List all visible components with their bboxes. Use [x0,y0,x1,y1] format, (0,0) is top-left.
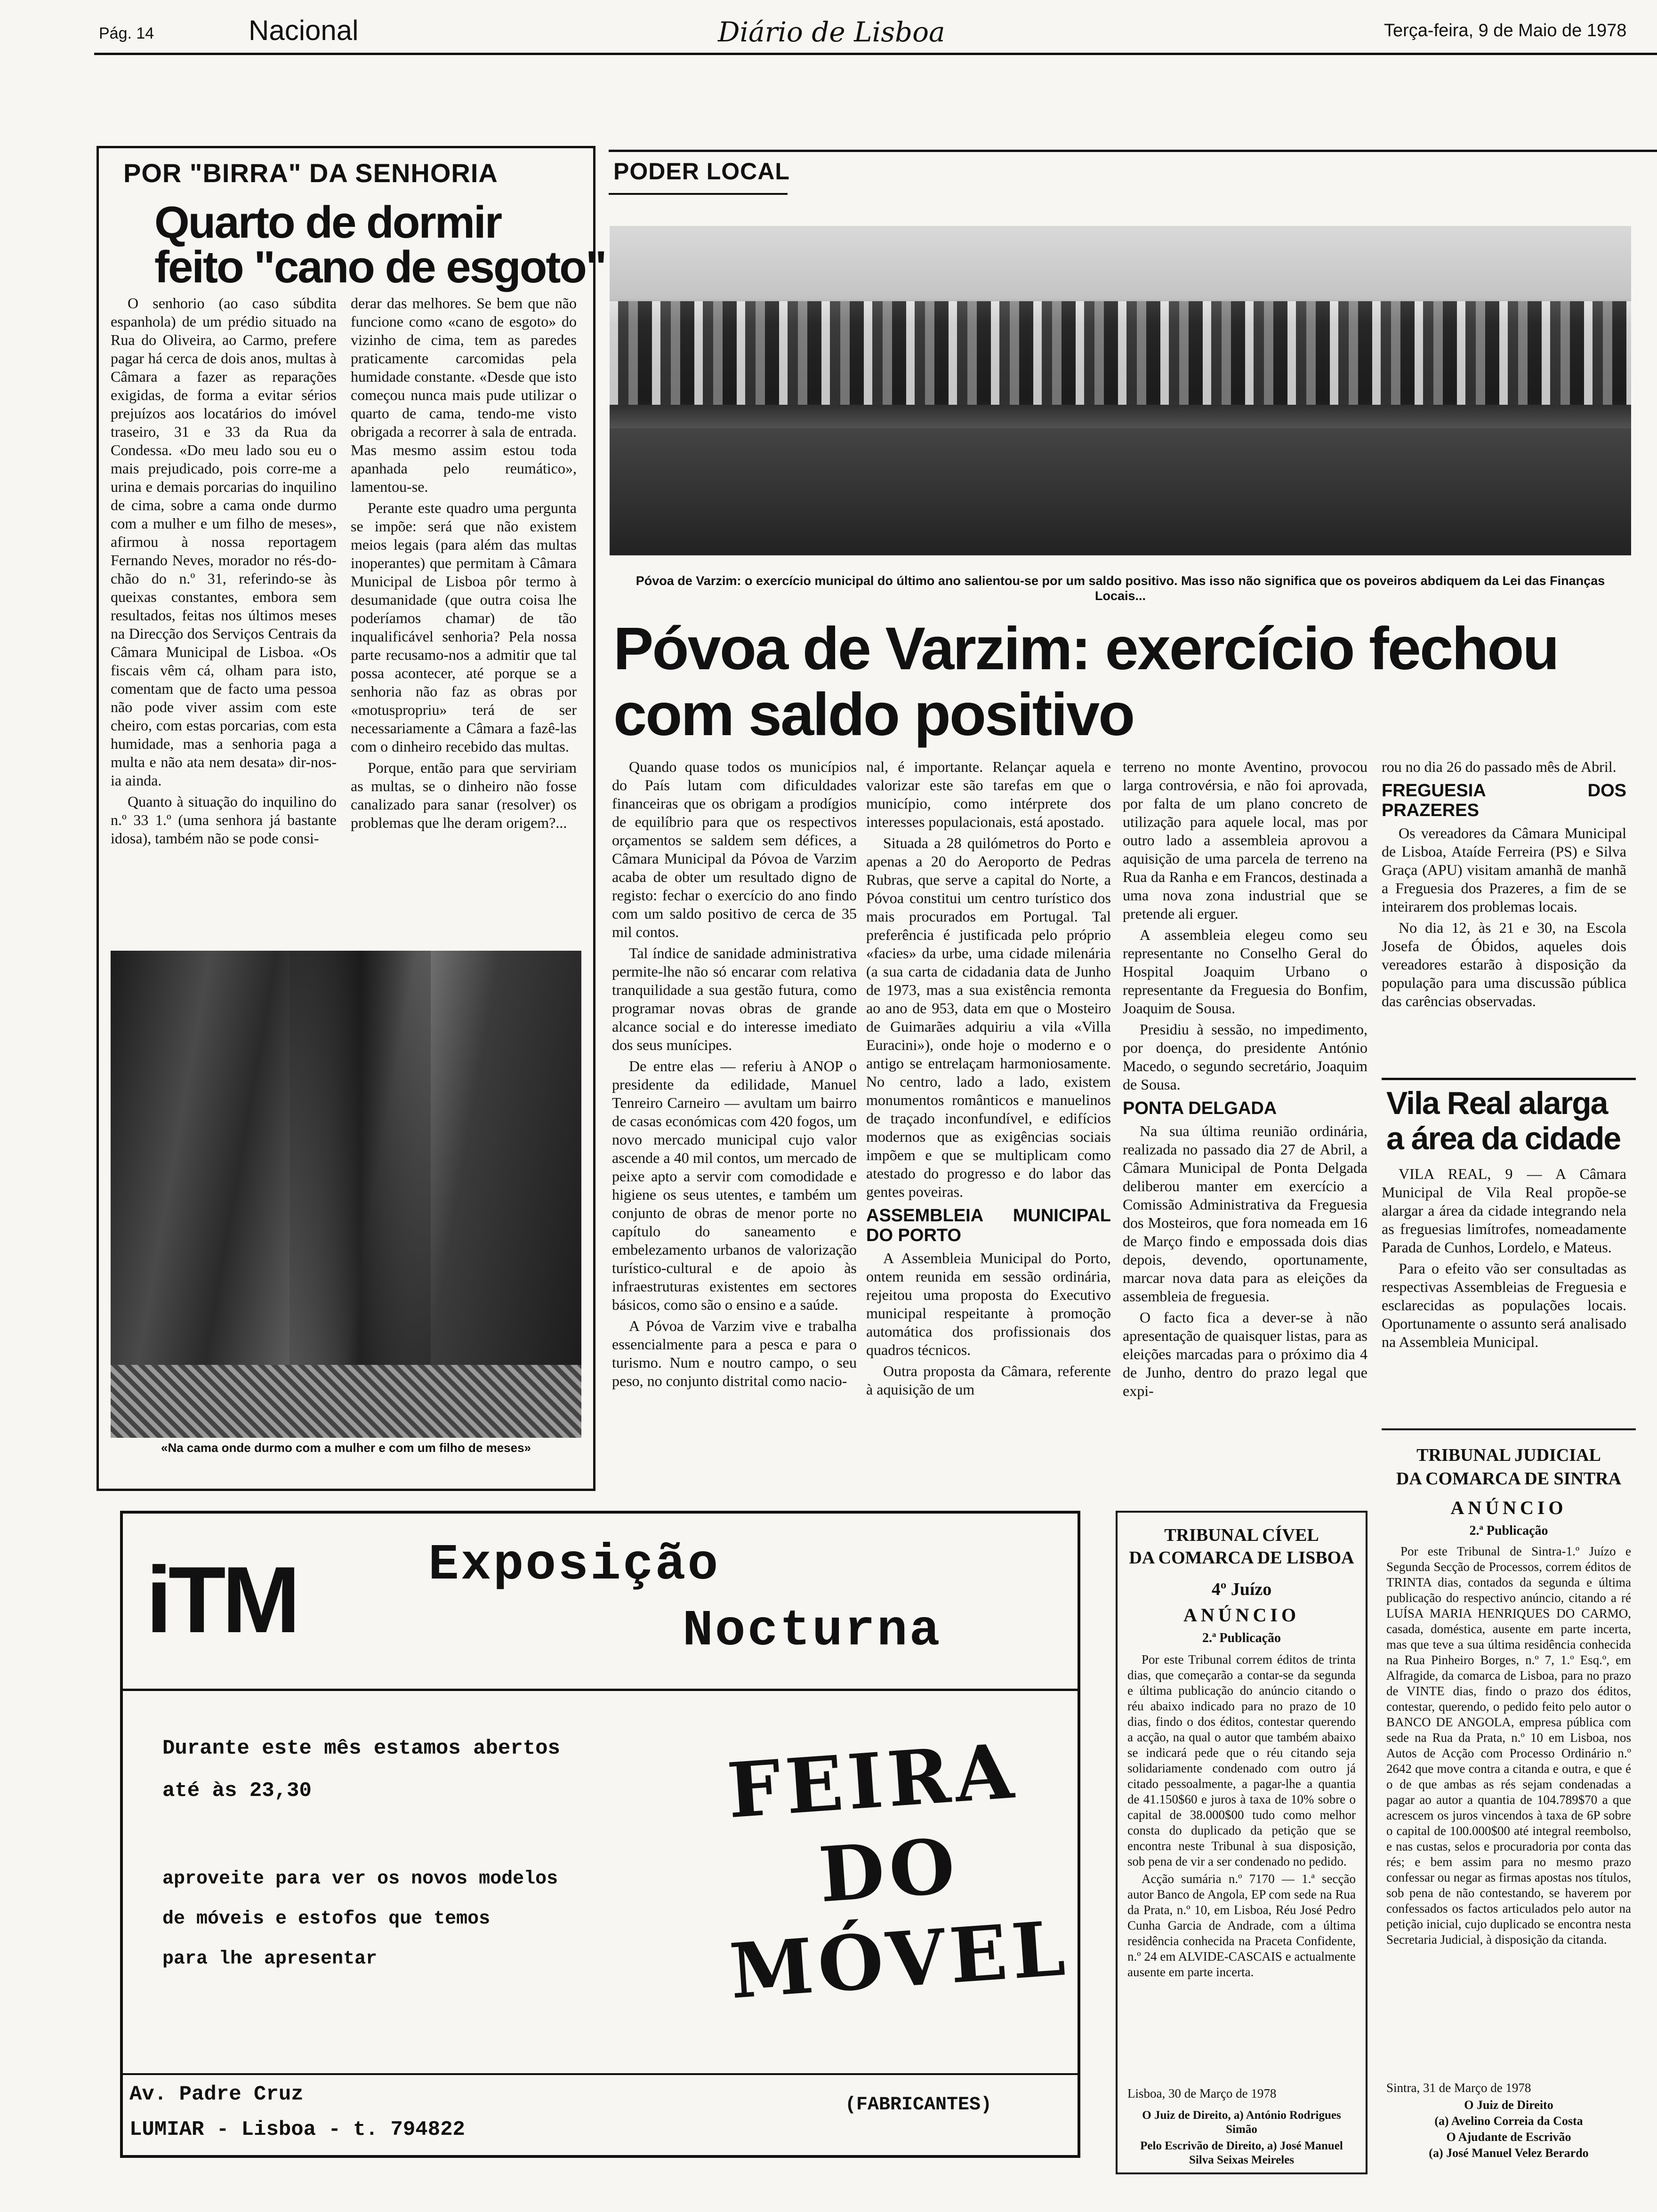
article-birra-column-2 [351,294,577,948]
feira-line-1: FEIRA [724,1726,1021,1835]
photo-bedspread [111,1365,581,1438]
photo-sand [610,428,1631,555]
feira-line-2: DO [816,1821,963,1920]
paragraph: A Póvoa de Varzim vive e trabalha essencialmente para a pesca e para o turismo. Num e noutro campo, o seu peso, no conjunto distrital como nacio- [612,1317,857,1389]
poder-local-kicker-rule [609,193,788,195]
notice-sintra-title-1: TRIBUNAL JUDICIAL [1416,1445,1601,1465]
paragraph: Para o efeito vão ser consultadas as respectivas Assembleias de Freguesia e esclarecidas as populações locais. Oportunamente o assunto será analisado na Assembleia Municipal. [1382,1260,1626,1350]
povoa-column-3 [1123,758,1367,1497]
photo-buildings [610,301,1631,405]
vila-real-top-rule [1382,1078,1636,1080]
paragraph: Outra proposta da Câmara, referente à aquisição de um [866,1362,1111,1398]
page-number: Pág. 14 [99,24,154,42]
notice-sintra-signature-4: (a) José Manuel Velez Berardo [1429,2146,1589,2160]
notice-lisboa-body [1127,1652,1356,2073]
bed-photo [111,951,581,1438]
notice-sintra-signature-3: O Ajudante de Escrivão [1446,2130,1571,2144]
povoa-column-4 [1382,758,1626,1068]
subhead-ponta-delgada: PONTA DELGADA [1123,1098,1277,1118]
notice-sintra-signature-2: (a) Avelino Correia da Costa [1434,2114,1583,2128]
notice-lisboa-date: Lisboa, 30 de Março de 1978 [1127,2086,1277,2100]
paragraph: O facto fica a dever-se à não apresentação de quaisquer listas, para as eleições marcadas para o próximo dia 4 de Junho, dentro do prazo legal que expi- [1123,1309,1367,1399]
notice-lisboa-title-4: ANÚNCIO [1183,1604,1300,1626]
poder-local-top-rule [609,150,1657,152]
itm-title-2: Nocturna [683,1603,942,1660]
paragraph: terreno no monte Aventino, provocou larga controvérsia, e não foi aprovada, por falta de um plano concreto de utilização para aquele local, mas por outro lado a assembleia aprovou a aquisição de uma parcela de terreno na Rua da Ranha e em Francos, destinada a uma nova zona industrial que se pretende ali erguer. [1123,758,1367,922]
article-birra-kicker: POR "BIRRA" DA SENHORIA [123,158,498,188]
feira-line-3: MÓVEL [727,1904,1072,2016]
paragraph: Por este Tribunal de Sintra-1.º Juízo e Segunda Secção de Processos, correm éditos de TRINTA dias, contados da segunda e última publicação do respectivo anúncio, citando a ré LUÍSA MARIA HENRIQUES DO CARMO, casada, doméstica, ausente em parte incerta, mas que teve a sua última residência conhecida na Rua Pinheiro Borges, n.º 7, 1.º Esq.º, em Alfragide, da comarca de Lisboa, para no prazo de VINTE dias, findo o prazo dos éditos, contestar, querendo, o pedido feito pelo autor o BANCO DE ANGOLA, empresa pública com sede na Rua da Prata, n.º 10 em Lisboa, nos Autos de Acção com Processo Ordinário n.º 2642 que move contra a citanda e outra, e que é o de que ambas as rés sejam condenadas a pagar ao autor a quantia de 104.789$70 a que acrescem os juros vincendos à taxa de 6P sobre o capital de 100.000$00 até integral reembolso, e nas custas, selos e procuradoria por conta das rés; e bem assim para no mesmo prazo confessar ou negar as firmas apostas nos títulos, sob pena de não contestando, se haverem por confessados os factos articulados pelo autor na petição inicial, cujo duplicado se encontra nesta Secretaria Judicial, à disposição da citanda. [1386,1544,1631,1947]
povoa-headline-2: com saldo positivo [613,681,1134,748]
itm-address-1: Av. Padre Cruz [129,2083,304,2106]
paragraph: Os vereadores da Câmara Municipal de Lisboa, Ataíde Ferreira (PS) e Silva Graça (APU) visitam amanhã de manhã a Freguesia dos Prazeres, a fim de se inteirarem dos problemas locais. [1382,825,1626,915]
povoa-headline-1: Póvoa de Varzim: exercício fechou [613,615,1558,682]
paragraph: Quando quase todos os municípios do País lutam com dificuldades financeiras que os obrigam a prodígios de equilíbrio para que os respectivos orçamentos se saldem sem défices, a Câmara Municipal da Póvoa de Varzim acaba de obter um resultado digno de registo: fechar o exercício do ano findo com um saldo positivo de cerca de 35 mil contos. [612,758,857,940]
itm-divider [123,1689,1078,1691]
paragraph: Quanto à situação do inquilino do n.º 33 1.º (uma senhora já bastante idosa), também não se pode consi- [111,793,337,847]
notice-sintra-top-rule [1382,1428,1636,1430]
paragraph: A assembleia elegeu como seu representante no Conselho Geral do Hospital Joaquim Urbano o representante da Freguesia do Bonfim, Joaquim de Sousa. [1123,926,1367,1017]
itm-address-2: LUMIAR - Lisboa - t. 794822 [129,2118,465,2141]
povoa-column-2 [866,758,1111,1497]
notice-sintra-title-3: ANÚNCIO [1450,1497,1567,1518]
vila-real-headline-1: Vila Real alarga [1386,1085,1608,1121]
paragraph: Por este Tribunal correm éditos de trinta dias, que começarão a contar-se da segunda e última publicação do anúncio citando o réu abaixo indicado para no prazo de 10 dias, findo o dos éditos, contestar querendo a acção, na qual o autor que também abaixo se indicará pede que o réu citando seja solidariamente condenado com outro já citado pessoalmente, a pagar-lhe a quantia de 41.150$60 e juros à taxa de 10% sobre o capital de 38.000$00 tudo como melhor consta do duplicado da petição que se encontra neste Tribunal à sua disposição, sob pena de vir a ser condenado no pedido. [1127,1652,1356,1868]
section-name: Nacional [249,15,359,46]
itm-title-1: Exposição [428,1537,720,1594]
notice-sintra-signature-1: O Juiz de Direito [1464,2098,1553,2112]
notice-sintra-date: Sintra, 31 de Março de 1978 [1386,2081,1531,2095]
article-birra-headline-1: Quarto de dormir [154,197,501,248]
paragraph: De entre elas — referiu à ANOP o presidente da edilidade, Manuel Tenreiro Carneiro — avultam um bairro de casas económicas com 420 fogos, um novo mercado municipal cujo valor ascende a 40 mil contos, um mercado de peixe apto a servir com comodidade e higiene os seus utentes, e também um conjunto de obras de menor porte no capítulo do saneamento e embelezamento urbanos de valorização turístico-cultural e de apoio às infraestruturas existentes em sectores básicos, como são o ensino e a saúde. [612,1058,857,1313]
notice-lisboa-signature-1: O Juiz de Direito, a) António Rodrigues Simão [1142,2109,1341,2136]
subhead-porto: ASSEMBLEIA MUNICIPAL DO PORTO [866,1206,1111,1245]
notice-lisboa-title-2: DA COMARCA DE LISBOA [1129,1548,1354,1568]
itm-fabricantes: (FABRICANTES) [845,2094,992,2116]
paragraph: Perante este quadro uma pergunta se impõe: será que não existem meios legais (para além das multas inoperantes) que permitam à Câmara Municipal de Lisboa pôr termo à desumanidade (que outra coisa lhe poderíamos chamar) de tão inqualificável senhoria? Pela nossa parte recusamo-nos a admitir que tal possa acontecer, até porque se a senhoria não faz as obras por «motuspropriu» terá de ser necessariamente a Câmara a fazê-las com o dinheiro recebido das multas. [351,499,577,755]
notice-lisboa-title-3: 4º Juízo [1211,1579,1272,1599]
povoa-column-1 [612,758,857,1497]
itm-line-5: para lhe apresentar [162,1948,378,1970]
itm-line-2: até às 23,30 [162,1779,312,1803]
itm-bottom-divider [123,2073,1078,2075]
itm-line-1: Durante este mês estamos abertos [162,1737,560,1760]
povoa-photo-caption: Póvoa de Varzim: o exercício municipal do último ano salientou-se por um saldo positivo. Mas isso não significa que os poveiros abdiquem da Lei das Finanças Locais... [635,574,1605,603]
subhead-prazeres: FREGUESIA DOS PRAZERES [1382,781,1626,820]
paragraph: A Assembleia Municipal do Porto, ontem reunida em sessão ordinária, rejeitou uma proposta do Executivo municipal respeitante à promoção automática dos profissionais dos quadros técnicos. [866,1250,1111,1358]
itm-logo: iTM [146,1547,297,1652]
notice-lisboa-publication: 2.ª Publicação [1202,1631,1281,1645]
article-birra-headline-2: feito "cano de esgoto" [154,242,606,292]
itm-line-4: de móveis e estofos que temos [162,1908,491,1930]
paragraph: O senhorio (ao caso súbdita espanhola) de um prédio situado na Rua do Oliveira, ao Carmo, prefere pagar há cerca de dois anos, multas à Câmara a fazer as reparações exigidas, de forma a evitar sérios prejuízos aos locatários do imóvel traseiro, 31 e 33 da Rua da Condessa. «Do meu lado sou eu o mais prejudicado, pois corre-me a urina e demais porcarias do inquilino de cima, sobre a cama onde durmo com a mulher e um filho de meses», afirmou à nossa reportagem Fernando Neves, morador no rés-do-chão do n.º 31, referindo-se às queixas constantes, embora sem resultados, feitas nos últimos meses na Direcção dos Serviços Centrais da Câmara Municipal de Lisboa. «Os fiscais vêm cá, olham para isto, comentam que de facto uma pessoa não pode viver assim com este cheiro, com estas porcarias, com esta humidade, mas a senhoria paga a multa e não ata nem desata» dir-nos-ia ainda. [111,295,337,789]
paragraph: Situada a 28 quilómetros do Porto e apenas a 20 do Aeroporto de Pedras Rubras, que serve a capital do Norte, a Póvoa constitui um centro turístico dos mais procurados em Portugal. Tal preferência é justificada pelo próprio «facies» da urbe, uma cidade milenária (a sua carta de cidadania data de Junho de 1973, mas a sua existência remonta ao ano de 953, data em que o Mosteiro de Guimarães adquiriu a vila «Villa Euracini»), onde hoje o moderno e o antigo se entrelaçam harmoniosamente. No centro, lado a lado, existem monumentos românticos e manuelinos de traçado inconfundível, e edifícios modernos que as exigências sociais impõem e que se multiplicam como atestado do progresso e do labor das gentes poveiras. [866,834,1111,1200]
vila-real-body [1382,1165,1626,1428]
paragraph: Na sua última reunião ordinária, realizada no passado dia 27 de Abril, a Câmara Municipal de Ponta Delgada deliberou manter em exercício a Comissão Administrativa da Freguesia dos Mosteiros, que fora nomeada em 16 de Março findo e empossada dois dias depois, devendo, oportunamente, marcar nova data para as eleições da assembleia de freguesia. [1123,1122,1367,1305]
povoa-photo [610,226,1631,555]
masthead-rule [94,53,1657,55]
vila-real-headline-2: a área da cidade [1386,1121,1621,1156]
paragraph: Porque, então para que serviriam as multas, se o dinheiro não fosse canalizado para sanar (resolver) os problemas que lhe deram origem?... [351,759,577,831]
itm-line-3: aproveite para ver os novos modelos [162,1868,558,1890]
paragraph: VILA REAL, 9 — A Câmara Municipal de Vila Real propõe-se alargar a área da cidade integrando nela as freguesias limítrofes, nomeadamente Parada de Cunhos, Lordelo, e Mateus. [1382,1165,1626,1256]
paragraph: No dia 12, às 21 e 30, na Escola Josefa de Óbidos, aqueles dois vereadores estarão à disposição da população para uma discussão pública das carências observadas. [1382,919,1626,1010]
paragraph: Presidiu à sessão, no impedimento, por doença, do presidente António Macedo, o segundo secretário, Joaquim de Sousa. [1123,1021,1367,1093]
bed-photo-caption: «Na cama onde durmo com a mulher e com um filho de meses» [161,1441,531,1455]
notice-sintra-body [1386,1544,1631,2076]
paragraph: Acção sumária n.º 7170 — 1.ª secção autor Banco de Angola, EP com sede na Rua da Prata, n.º 10, em Lisboa, Réu José Pedro Cunha Garcia de Andrade, com a última residência conhecida na Praceta Confidente, n.º 24 em ALVIDE-CASCAIS e actualmente ausente em parte incerta. [1127,1872,1356,1979]
article-birra-column-1 [111,294,337,948]
poder-local-kicker: PODER LOCAL [613,158,790,184]
issue-date: Terça-feira, 9 de Maio de 1978 [1384,21,1627,40]
paragraph: rou no dia 26 do passado mês de Abril. [1382,758,1617,775]
paragraph: Tal índice de sanidade administrativa permite-lhe não só encarar com relativa tranquilidade a sua gestão futura, como programar novas obras de grande alcance social e do interesse imediato dos seus munícipes. [612,945,857,1053]
paragraph: nal, é importante. Relançar aquela e valorizar este são tarefas em que o município, como intérprete dos interesses populacionais, está apostado. [866,758,1111,830]
paragraph: derar das melhores. Se bem que não funcione como «cano de esgoto» do vizinho de cima, tem as paredes praticamente carcomidas pela humidade constante. «Desde que isto começou nunca mais pude utilizar o quarto de cama, tendo-me visto obrigada a recorrer à sala de entrada. Mas mesmo assim estou toda apanhada pelo reumático», lamentou-se. [351,295,577,495]
notice-sintra-publication: 2.ª Publicação [1469,1523,1548,1538]
notice-sintra-title-2: DA COMARCA DE SINTRA [1396,1469,1622,1489]
notice-lisboa-signature-2: Pelo Escrivão de Direito, a) José Manuel Silva Seixas Meireles [1140,2140,1343,2166]
notice-lisboa-title-1: TRIBUNAL CÍVEL [1164,1525,1319,1545]
newspaper-name: Diário de Lisboa [718,16,945,48]
